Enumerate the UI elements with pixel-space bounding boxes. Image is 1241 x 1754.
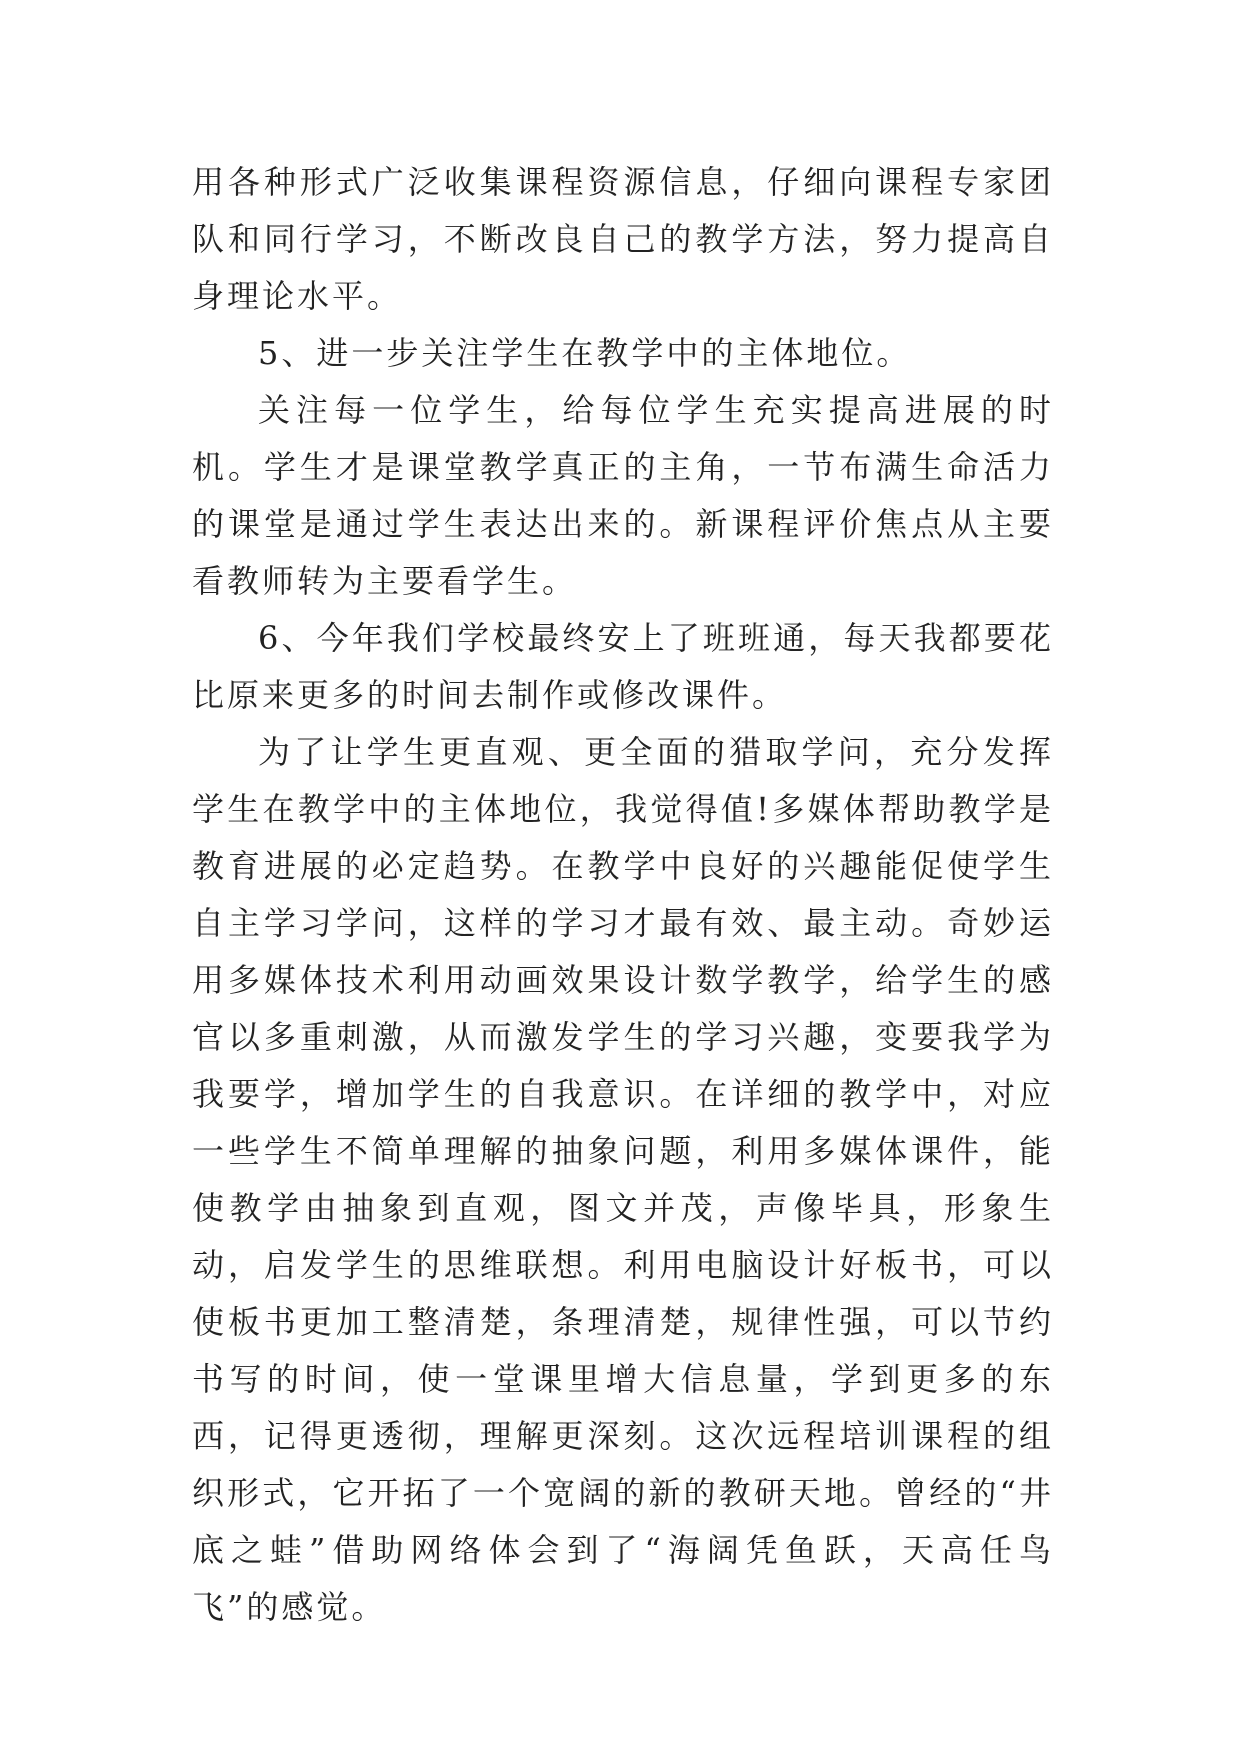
paragraph-heading-5: 5、进一步关注学生在教学中的主体地位。 [258, 334, 912, 372]
paragraph-heading-6: 6、今年我们学校最终安上了班班通，每天我都要花比原来更多的时间去制作或修改课件。 [192, 619, 1054, 714]
paragraph-multimedia: 为了让学生更直观、更全面的猎取学问，充分发挥学生在教学中的主体地位，我觉得值!多媒体帮助教学是教育进展的必定趋势。在教学中良好的兴趣能促使学生自主学习学问，这样的学习才最有效、最主动。奇妙运用多媒体技术利用动画效果设计数学教学，给学生的感官以多重刺激，从而激发学生的学习兴趣，变要我学为我要学，增加学生的自我意识。在详细的教学中，对应一些学生不简单理解的抽象问题，利用多媒体课件，能使教学由抽象到直观，图文并茂，声像毕具，形象生动，启发学生的思维联想。利用电脑设计好板书，可以使板书更加工整清楚，条理清楚，规律性强，可以节约书写的时间，使一堂课里增大信息量，学到更多的东西，记得更透彻，理解更深刻。这次远程培训课程的组织形式，它开拓了一个宽阔的新的教研天地。曾经的“井底之蛙”借助网络体会到了“海阔凭鱼跃，天高任鸟飞”的感觉。 [192, 733, 1054, 1626]
paragraph-student-focus: 关注每一位学生，给每位学生充实提高进展的时机。学生才是课堂教学真正的主角，一节布满生命活力的课堂是通过学生表达出来的。新课程评价焦点从主要看教师转为主要看学生。 [192, 391, 1054, 600]
paragraph-continued: 用各种形式广泛收集课程资源信息，仔细向课程专家团队和同行学习，不断改良自己的教学方法，努力提高自身理论水平。 [192, 163, 1054, 315]
document-body [192, 154, 1054, 1636]
